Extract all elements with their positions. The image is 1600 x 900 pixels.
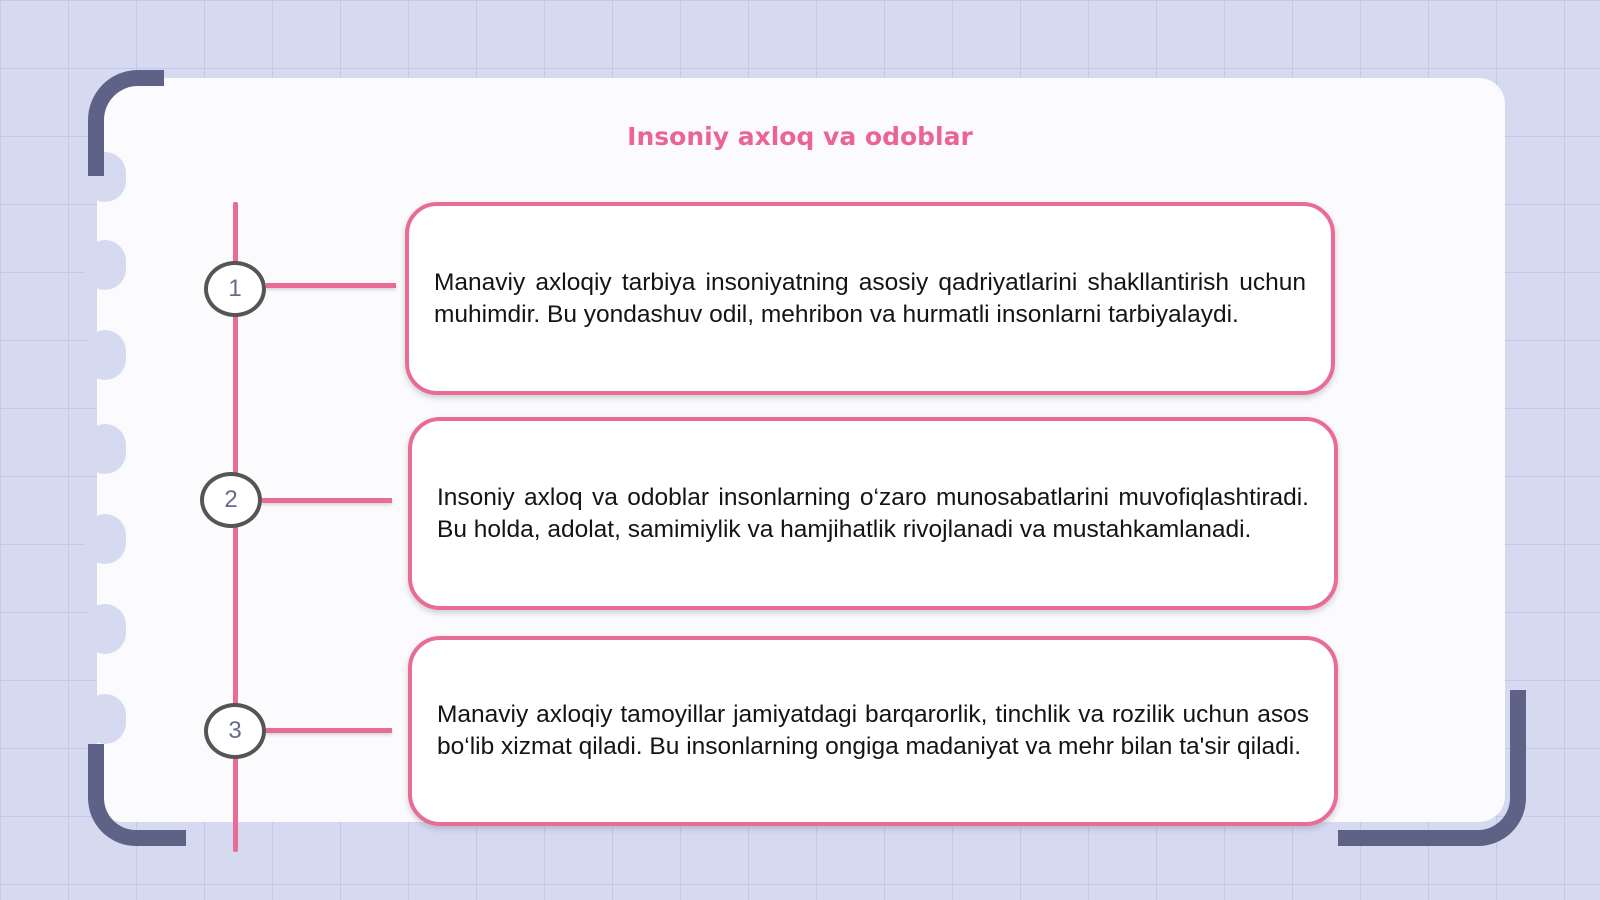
- sheet-notch: [84, 330, 126, 380]
- timeline-card-1: [405, 202, 1335, 395]
- timeline-card-text: Manaviy axloqiy tarbiya insoniyatning asosiy qadriyatlarini shakllantirish uchun muhimdir. Bu yondashuv odil, mehribon va hurmatli insonlarni tarbiyalaydi.: [434, 268, 1306, 328]
- timeline-node-1: 1: [204, 261, 266, 317]
- timeline-card-3: [408, 636, 1338, 826]
- sheet-notch: [84, 514, 126, 564]
- timeline-connector: [262, 498, 392, 503]
- sheet-notch: [84, 604, 126, 654]
- frame-corner-bottom-left: [88, 744, 186, 846]
- sheet-notch: [84, 240, 126, 290]
- timeline-connector: [266, 283, 396, 288]
- sheet-notch: [84, 694, 126, 744]
- timeline-node-2: 2: [200, 472, 262, 528]
- timeline-card-2: [408, 417, 1338, 610]
- sheet-notch: [84, 424, 126, 474]
- frame-corner-bottom-right: [1338, 690, 1526, 846]
- timeline-card-text: Manaviy axloqiy tamoyillar jamiyatdagi barqarorlik, tinchlik va rozilik uchun asos bo‘lib xizmat qiladi. Bu insonlarning ongiga madaniyat va mehr bilan ta'sir qiladi.: [437, 701, 1309, 760]
- slide-title: Insoniy axloq va odoblar: [627, 122, 973, 151]
- timeline-node-3: 3: [204, 703, 266, 759]
- timeline-connector: [266, 728, 392, 733]
- timeline-card-text: Insoniy axloq va odoblar insonlarning o‘zaro munosabatlarini muvofiqlashtiradi. Bu holda, adolat, samimiylik va hamjihatlik rivojlanadi va mustahkamlanadi.: [437, 483, 1309, 543]
